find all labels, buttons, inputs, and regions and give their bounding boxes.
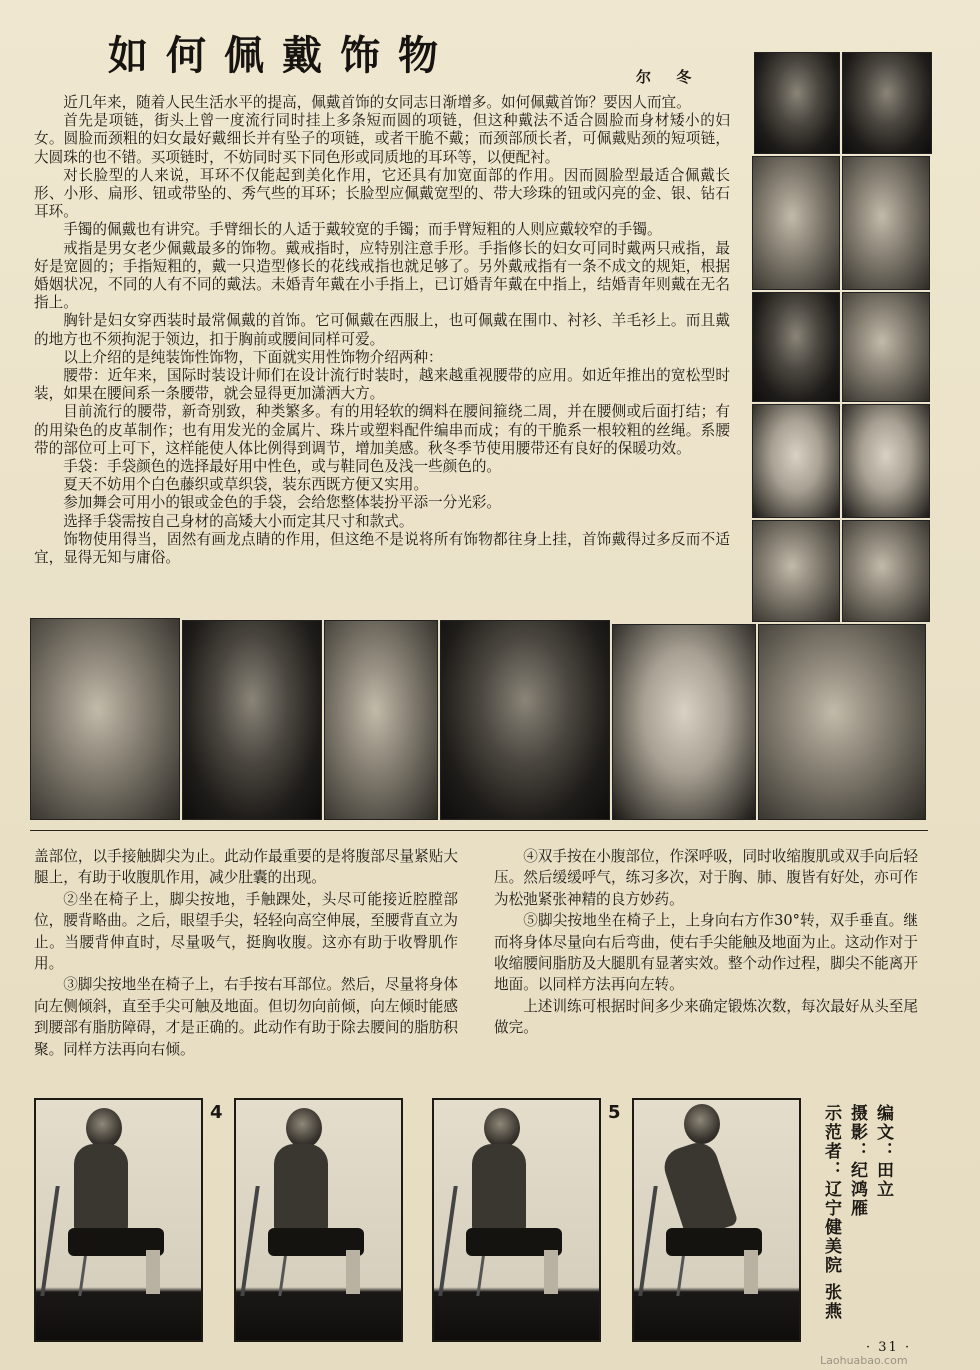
earring-photo xyxy=(752,404,840,518)
exercise-photo xyxy=(432,1098,601,1342)
section-divider xyxy=(30,830,928,831)
earring-photo xyxy=(842,404,930,518)
waist-belt-photo xyxy=(754,52,840,154)
article-author: 尔 冬 xyxy=(636,68,702,86)
exercise-paragraph: 上述训练可根据时间多少来确定锻炼次数，每次最好从头至尾做完。 xyxy=(494,997,918,1037)
article-paragraph: 目前流行的腰带，新奇别致，种类繁多。有的用轻软的绸料在腰间箍绕二周，并在腰侧或后面打结；有的用染色的皮革制作；也有用发光的金属片、珠片或塑料配件编串而成；有的干脆系一根较粗的丝绳。系腰带的部位可上可下，这样能使人体比例得到调节，增加美感。秋冬季节使用腰带还有良好的保暖功效。 xyxy=(34,403,730,457)
portrait-photo xyxy=(758,624,926,820)
necklace-photo xyxy=(842,156,930,290)
portrait-photo xyxy=(440,620,610,820)
article-paragraph: 手袋：手袋颜色的选择最好用中性色，或与鞋同色及浅一些颜色的。 xyxy=(63,458,502,476)
watermark: Laohuabao.com xyxy=(820,1354,908,1367)
article-paragraph: 胸针是妇女穿西装时最常佩戴的首饰。它可佩戴在西服上，也可佩戴在围巾、衬衫、羊毛衫上。而且戴的地方也不须拘泥于领边，扣于胸前或腰间同样可爱。 xyxy=(34,312,730,348)
model-head-shape xyxy=(484,1108,520,1148)
article-paragraph: 夏天不妨用个白色藤织或草织袋，装东西既方便又实用。 xyxy=(63,476,429,494)
necklace-photo xyxy=(752,156,840,290)
necklace-photo xyxy=(842,292,930,402)
model-torso-shape xyxy=(274,1144,328,1234)
exercise-paragraph: 盖部位，以手接触脚尖为止。此动作最重要的是将腹部尽量紧贴大腿上，有助于收腹肌作用，减少肚囊的出现。 xyxy=(34,848,458,887)
portrait-photo xyxy=(612,624,756,820)
exercise-paragraph: ②坐在椅子上，脚尖按地，手触踝处，头尽可能接近腔膛部位，腰背略曲。之后，眼望手尖，轻轻向高空伸展，至腰背直立为止。当腰背伸直时，尽量吸气，挺胸收腹。这亦有助于收臀肌作用。 xyxy=(34,890,458,973)
model-head-shape xyxy=(86,1108,122,1148)
exercise-photo xyxy=(234,1098,403,1342)
portrait-photo xyxy=(182,620,322,820)
credit-editor: 编文：田立 xyxy=(873,1104,893,1199)
article-paragraph: 选择手袋需按自己身材的高矮大小而定其尺寸和款式。 xyxy=(63,512,414,530)
figure-label: 4 xyxy=(210,1102,223,1123)
article-title: 如何佩戴饰物 xyxy=(108,32,456,79)
model-head-shape xyxy=(684,1104,720,1144)
model-torso-shape xyxy=(74,1144,128,1234)
article-paragraph: 首先是项链，街头上曾一度流行同时挂上多条短而圆的项链，但这种戴法不适合圆脸而身材矮小的妇女。圆脸而颈粗的妇女最好戴细长并有坠子的项链，或者干脆不戴；而颈部颀长者，可佩戴贴颈的短项链，大圆珠的也不错。买项链时，不妨同时买下同色形或同质地的耳环等，以便配衬。 xyxy=(34,112,730,166)
article-paragraph: 近几年来，随着人民生活水平的提高，佩戴首饰的女同志日渐增多。如何佩戴首饰？要因人而宜。 xyxy=(63,94,691,111)
exercise-paragraph: ③脚尖按地坐在椅子上，右手按右耳部位。然后，尽量将身体向左侧倾斜，直至手尖可触及地面。但切勿向前倾，向左倾时能感到腰部有脂肪障碍，才是正确的。此动作有助于除去腰间的脂肪积聚。同样方法再向右倾。 xyxy=(34,976,458,1058)
exercise-paragraph: ④双手按在小腹部位，作深呼吸，同时收缩腹肌或双手向后轻压。然后缓缓呼气，练习多次，对于胸、肺、腹皆有好处，亦可作为松弛紧张神精的良方妙药。 xyxy=(494,848,918,908)
article-paragraph: 以上介绍的是纯装饰性饰物，下面就实用性饰物介绍两种： xyxy=(63,348,443,366)
waist-belt-photo xyxy=(842,52,932,154)
exercise-column-right xyxy=(494,846,918,1039)
model-head-shape xyxy=(286,1108,322,1148)
model-torso-shape xyxy=(472,1144,526,1234)
article-paragraph: 戒指是男女老少佩戴最多的饰物。戴戒指时，应特别注意手形。手指修长的妇女可同时戴两只戒指，最好是宽圆的；手指短粗的，戴一只造型修长的花线戒指也就足够了。另外戴戒指有一条不成文的规矩，根据婚姻状况，不同的人有不同的戴法。未婚青年戴在小手指上，已订婚青年戴在中指上，结婚青年则戴在无名指上。 xyxy=(34,239,730,312)
necklace-photo xyxy=(752,292,840,402)
article-paragraph: 饰物使用得当，固然有画龙点睛的作用，但这绝不是说将所有饰物都往身上挂，首饰戴得过多反而不适宜，显得无知与庸俗。 xyxy=(34,530,730,567)
article-paragraph: 腰带：近年来，国际时装设计师们在设计流行时装时，越来越重视腰带的应用。如近年推出的宽松型时装，如果在腰间系一条腰带，就会显得更加潇洒大方。 xyxy=(34,367,730,403)
model-leg-shape xyxy=(346,1250,360,1294)
model-leg-shape xyxy=(744,1250,758,1294)
article-paragraph: 对长脸型的人来说，耳环不仅能起到美化作用，它还具有加宽面部的作用。因而圆脸型最适合佩戴长形、小形、扁形、钮或带坠的、秀气些的耳环；长脸型应佩戴宽型的、带大珍珠的钮或闪亮的金、银、钻石耳环。 xyxy=(34,166,730,221)
earring-photo xyxy=(842,520,930,622)
model-leg-shape xyxy=(544,1250,558,1294)
portrait-photo xyxy=(324,620,438,820)
article-paragraph: 参加舞会可用小的银或金色的手袋，会给您整体装扮平添一分光彩。 xyxy=(63,494,502,512)
page-number: · 31 · xyxy=(866,1340,912,1355)
credit-photographer: 摄影：纪鸿雁 xyxy=(847,1104,867,1218)
exercise-photo xyxy=(34,1098,203,1342)
exercise-photo xyxy=(632,1098,801,1342)
exercise-paragraph: ⑤脚尖按地坐在椅子上，上身向右方作30°转，双手垂直。继而将身体尽量向右后弯曲，使右手尖能触及地面为止。这动作对于收缩腰间脂肪及大腿肌有显著实效。整个动作过程，脚尖不能离开地面。以同样方法再向左转。 xyxy=(494,912,918,994)
credit-model: 示范者：辽宁健美院 张燕 xyxy=(821,1104,841,1321)
earring-photo xyxy=(752,520,840,622)
exercise-column-left xyxy=(34,846,458,1060)
figure-label: 5 xyxy=(608,1102,621,1123)
article-paragraph: 手镯的佩戴也有讲究。手臂细长的人适于戴较宽的手镯；而手臂短粗的人则应戴较窄的手镯。 xyxy=(63,221,662,239)
portrait-photo xyxy=(30,618,180,820)
model-leg-shape xyxy=(146,1250,160,1294)
article-body xyxy=(34,94,730,567)
